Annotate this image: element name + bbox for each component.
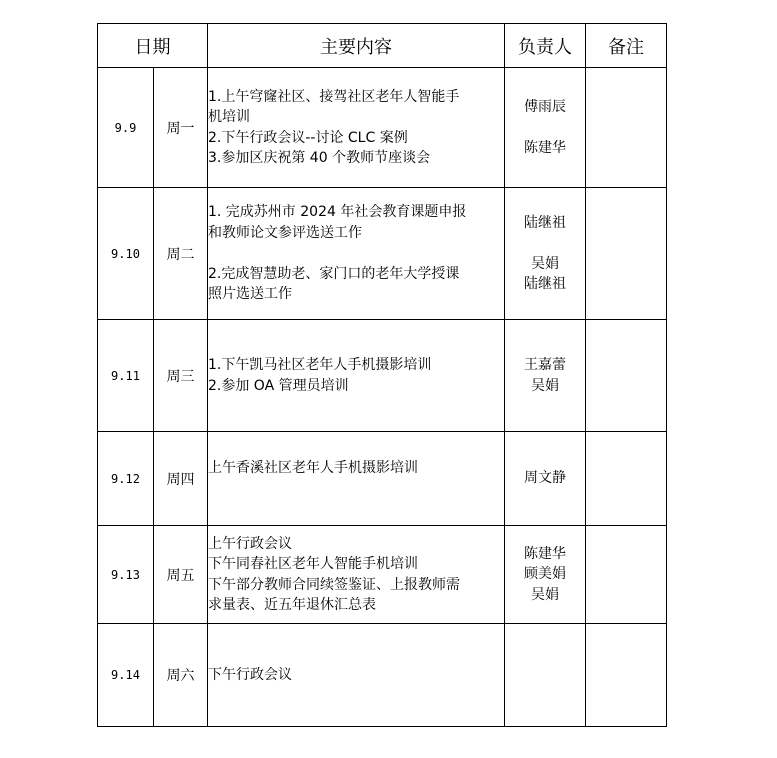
row-note (586, 188, 667, 320)
row-content (208, 526, 505, 624)
table-row (98, 624, 667, 727)
table-row (98, 188, 667, 320)
table-row (98, 526, 667, 624)
owner-line: 吴娟 (531, 377, 559, 394)
row-weekday: 周六 (154, 624, 208, 727)
owner-line: 陆继祖 (524, 214, 566, 231)
owner-line: 王嘉蕾 (524, 357, 566, 373)
row-owner (505, 188, 586, 320)
owner-line: 吴娟 (531, 586, 559, 603)
row-owner (505, 320, 586, 432)
row-weekday: 周四 (154, 432, 208, 526)
row-note (586, 526, 667, 624)
content-line: 1.上午穹窿社区、接驾社区老年人智能手 (208, 88, 460, 105)
row-date: 9.11 (98, 320, 154, 432)
content-line: 2.下午行政会议--讨论 CLC 案例 (208, 129, 408, 146)
content-line: 3.参加区庆祝第 40 个教师节座谈会 (208, 150, 431, 166)
row-content (208, 68, 505, 188)
row-weekday: 周五 (154, 526, 208, 624)
content-line: 机培训 (208, 109, 250, 125)
content-line: 2.参加 OA 管理员培训 (208, 377, 349, 394)
row-date: 9.13 (98, 526, 154, 624)
row-weekday: 周二 (154, 188, 208, 320)
header-note: 备注 (586, 24, 667, 68)
content-line: 上午行政会议 (208, 535, 292, 552)
weekly-schedule-table (97, 23, 667, 727)
row-content (208, 320, 505, 432)
row-date: 9.9 (98, 68, 154, 188)
table-row (98, 320, 667, 432)
row-content (208, 432, 505, 526)
row-weekday: 周三 (154, 320, 208, 432)
content-line: 和教师论文参评选送工作 (208, 224, 362, 241)
row-owner (505, 624, 586, 727)
content-line: 下午部分教师合同续签鉴证、上报教师需 (208, 576, 460, 593)
owner-line: 陆继祖 (524, 276, 566, 292)
owner-line: 吴娟 (531, 255, 559, 272)
row-date: 9.14 (98, 624, 154, 727)
owner-line: 陈建华 (524, 545, 566, 562)
row-note (586, 624, 667, 727)
row-date: 9.12 (98, 432, 154, 526)
row-note (586, 320, 667, 432)
content-line: 2.完成智慧助老、家门口的老年大学授课 (208, 265, 460, 282)
row-content (208, 624, 505, 727)
owner-line: 顾美娟 (524, 566, 566, 583)
table-row (98, 68, 667, 188)
row-note (586, 432, 667, 526)
header-owner: 负责人 (505, 24, 586, 68)
owner-line: 周文静 (524, 470, 566, 487)
content-line: 1.下午凯马社区老年人手机摄影培训 (208, 357, 432, 373)
content-line: 上午香溪社区老年人手机摄影培训 (208, 460, 418, 476)
row-note (586, 68, 667, 188)
content-line: 求量表、近五年退休汇总表 (208, 597, 376, 613)
table-header-row (98, 24, 667, 68)
owner-line: 陈建华 (524, 139, 566, 156)
row-date: 9.10 (98, 188, 154, 320)
header-date: 日期 (98, 24, 208, 68)
table-body (98, 68, 667, 727)
header-content: 主要内容 (208, 24, 505, 68)
row-content (208, 188, 505, 320)
content-line: 下午同春社区老年人智能手机培训 (208, 556, 418, 572)
row-owner (505, 526, 586, 624)
row-weekday: 周一 (154, 68, 208, 188)
content-line: 下午行政会议 (208, 666, 292, 683)
content-line: 1. 完成苏州市 2024 年社会教育课题申报 (208, 204, 467, 221)
content-line: 照片选送工作 (208, 286, 292, 303)
row-owner (505, 68, 586, 188)
row-owner (505, 432, 586, 526)
owner-line: 傅雨辰 (524, 98, 566, 115)
table-row (98, 432, 667, 526)
